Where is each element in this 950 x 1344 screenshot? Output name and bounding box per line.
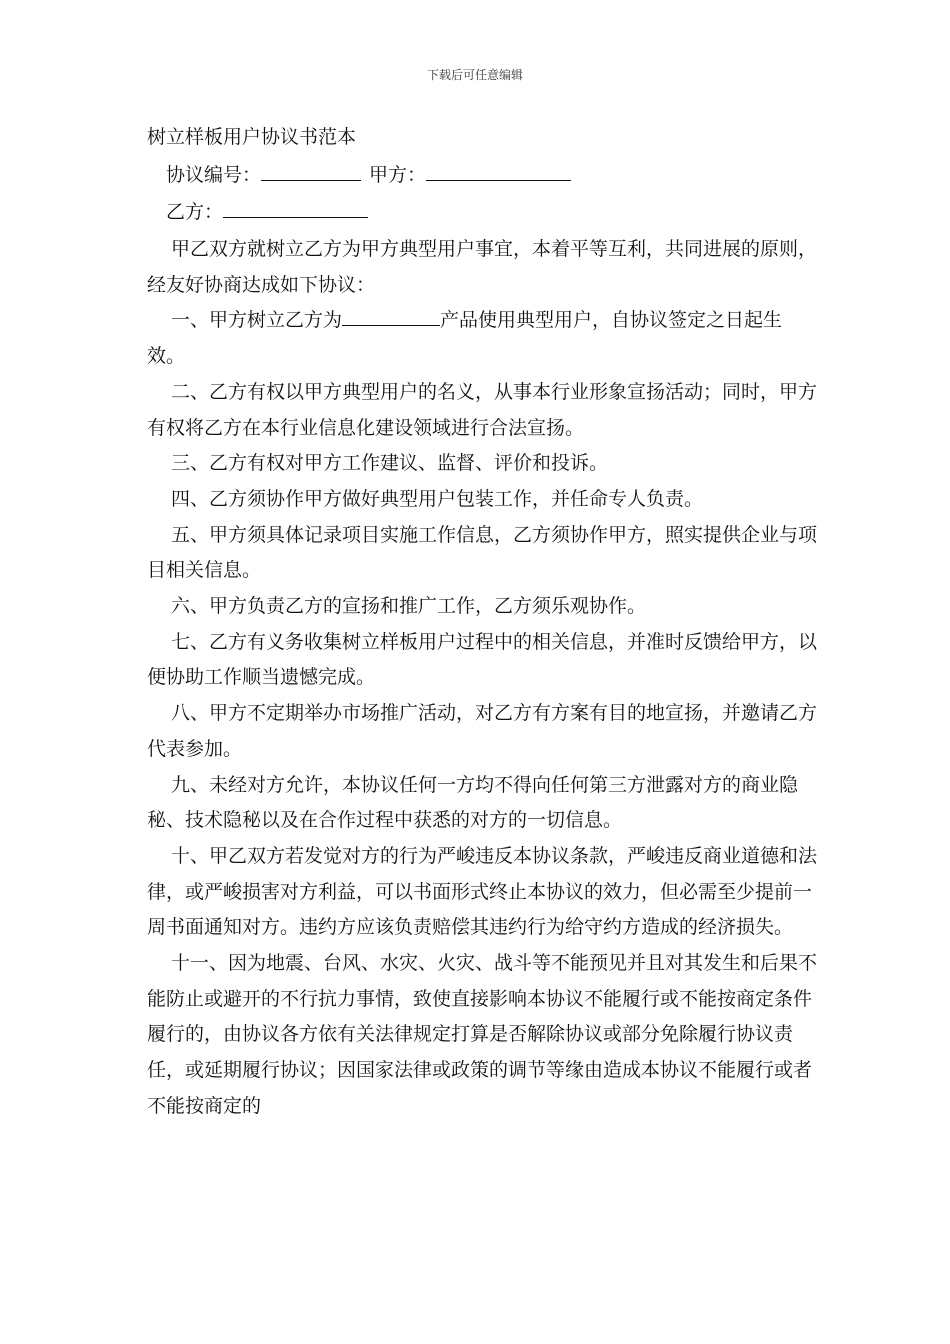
agreement-no-field[interactable] [261, 160, 361, 181]
clause-1-text-before: 一、甲方树立乙方为 [171, 309, 343, 332]
header-note: 下载后可任意编辑 [426, 68, 523, 82]
clause-paragraph: 六、甲方负责乙方的宣扬和推广工作，乙方须乐观协作。 [171, 595, 647, 618]
agreement-body [147, 232, 820, 1125]
agreement-no-label: 协议编号： [166, 164, 262, 186]
intro-paragraph: 甲乙双方就树立乙方为甲方典型用户事宜，本着平等互利，共同进展的原则，经友好协商达成如下协议： [147, 238, 818, 296]
clause-paragraph: 十、甲乙双方若发觉对方的行为严峻违反本协议条款，严峻违反商业道德和法律，或严峻损害对方利益，可以书面形式终止本协议的效力，但必需至少提前一周书面通知对方。违约方应该负责赔偿其违约行为给守约方造成的经济损失。 [147, 844, 818, 939]
clause-paragraph: 七、乙方有义务收集树立样板用户过程中的相关信息，并准时反馈给甲方，以便协助工作顺当遗憾完成。 [147, 630, 818, 689]
clause-paragraph: 八、甲方不定期举办市场推广活动，对乙方有方案有目的地宣扬，并邀请乙方代表参加。 [147, 702, 818, 760]
product-name-field[interactable] [342, 305, 440, 326]
clause-paragraph: 二、乙方有权以甲方典型用户的名义，从事本行业形象宣扬活动；同时，甲方有权将乙方在本行业信息化建设领域进行合法宣扬。 [147, 380, 818, 439]
clause-paragraph: 九、未经对方允许，本协议任何一方均不得向任何第三方泄露对方的商业隐秘、技术隐秘以及在合作过程中获悉的对方的一切信息。 [147, 773, 799, 832]
party-a-label: 甲方： [369, 164, 427, 186]
clause-1-text-after: 产品使用典型用户，自协议签定之日起生效。 [147, 309, 783, 368]
document-title: 树立样板用户协议书范本 [147, 126, 357, 148]
party-b-label: 乙方： [166, 201, 224, 223]
clause-paragraph [147, 303, 820, 374]
clause-paragraph: 十一、因为地震、台风、水灾、火灾、战斗等不能预见并且对其发生和后果不能防止或避开的不行抗力事情，致使直接影响本协议不能履行或不能按商定条件履行的，由协议各方依有关法律规定打算是否解除协议或部分免除履行协议责任，或延期履行协议；因国家法律或政策的调节等缘由造成本协议不能履行或者不能按商定的 [147, 952, 818, 1117]
clause-paragraph: 三、乙方有权对甲方工作建议、监督、评价和投诉。 [171, 452, 609, 475]
party-b-row [166, 197, 368, 225]
agreement-no-row [166, 160, 571, 188]
party-a-field[interactable] [426, 160, 571, 181]
clause-paragraph: 五、甲方须具体记录项目实施工作信息，乙方须协作甲方，照实提供企业与项目相关信息。 [147, 523, 818, 582]
party-b-field[interactable] [223, 197, 368, 218]
clause-paragraph: 四、乙方须协作甲方做好典型用户包装工作，并任命专人负责。 [171, 487, 704, 510]
